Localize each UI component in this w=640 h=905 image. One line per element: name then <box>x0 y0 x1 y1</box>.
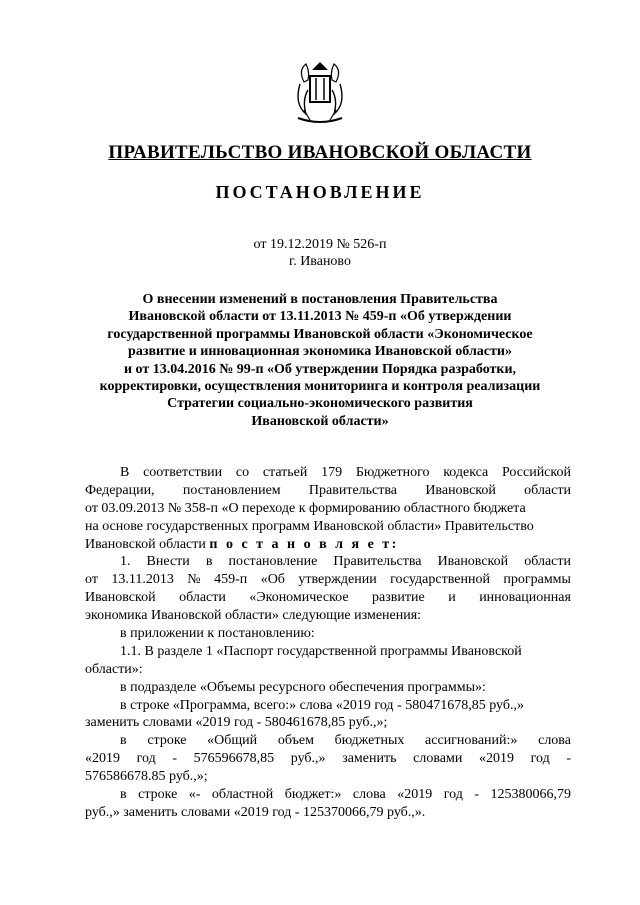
body-word: Бюджетного <box>355 465 430 480</box>
body-line: области»: <box>85 661 143 677</box>
body-line: в строке «Программа, всего:» слова «2019 год - 580471678,85 руб.,» <box>120 697 524 713</box>
body-word: Внести <box>146 554 190 570</box>
title-line: развитие и инновационная экономика Ивановской области» <box>128 344 512 360</box>
body-word: 125380066,79 <box>490 787 571 803</box>
body-word: в <box>120 787 127 803</box>
body-line: в приложении к постановлению: <box>120 626 315 642</box>
body-word: - <box>566 751 571 767</box>
body-line: от 03.09.2013 № 358-п «О переходе к формированию областного бюджета <box>85 500 526 516</box>
body-line: в подразделе «Объемы ресурсного обеспечения программы»: <box>120 679 486 695</box>
body-word: постановлением <box>182 482 281 498</box>
organization-heading: ПРАВИТЕЛЬСТВО ИВАНОВСКОЙ ОБЛАСТИ <box>108 142 532 163</box>
body-word: бюджетных <box>334 733 405 749</box>
body-word: заменить <box>342 751 397 767</box>
body-word: Ивановской <box>437 554 509 570</box>
body-word: строке <box>147 733 187 749</box>
body-line-justified <box>85 464 571 482</box>
body-word: год <box>443 787 463 803</box>
body-line: 1.1. В разделе 1 «Паспорт государственной программы Ивановской <box>120 643 522 659</box>
body-line: экономика Ивановской области» следующие изменения: <box>85 608 422 624</box>
body-word: 459-п <box>214 572 248 588</box>
body-line-justified <box>85 732 571 750</box>
body-word: области <box>524 554 571 570</box>
body-word: кодекса <box>443 465 489 480</box>
body-word: в <box>120 733 127 749</box>
body-word: развитие <box>372 590 425 606</box>
body-word: Ивановской <box>85 590 156 606</box>
body-line: заменить словами «2019 год - 580461678,85 руб.,»; <box>85 715 388 731</box>
body-line-justified <box>85 571 571 589</box>
body-word: Правительства <box>308 482 398 498</box>
body-word: инновационная <box>479 590 571 606</box>
body-word: «2019 <box>397 787 433 803</box>
date-block <box>0 236 640 270</box>
body-word: областной <box>211 787 274 803</box>
resolves-word: п о с т а н о в л я е т: <box>209 536 399 552</box>
title-line: Ивановской области от 13.11.2013 № 459-п «Об утверждении <box>128 309 512 325</box>
body-word: объем <box>277 733 314 749</box>
body-text: Ивановской области <box>85 536 210 552</box>
body-word: «2019 <box>85 751 120 767</box>
body-word: 179 <box>321 465 343 480</box>
body-word: в <box>205 554 213 570</box>
title-line: корректировки, осуществления мониторинга и контроля реализации <box>99 379 541 395</box>
body-word: Ивановской <box>425 482 496 498</box>
body-word: ассигнований:» <box>425 733 518 749</box>
title-line: Ивановской области» <box>251 413 389 429</box>
body-word: строке <box>138 787 178 803</box>
body-word: «Экономическое <box>249 590 349 606</box>
body-line-justified <box>85 482 571 500</box>
body-line-justified <box>85 786 571 804</box>
body-word: «Общий <box>207 733 258 749</box>
city-name: г. Иваново <box>289 254 351 269</box>
body-word: руб.,» <box>290 751 326 767</box>
body-word: Федерации, <box>85 482 155 498</box>
date-number: от 19.12.2019 № 526-п <box>253 237 387 252</box>
body-line-justified <box>85 750 571 768</box>
body-word: соответствии <box>143 465 223 480</box>
body-word: год <box>136 751 156 767</box>
body-word: постановление <box>228 554 318 570</box>
body-word: слова <box>538 733 571 749</box>
body-line: 576586678.85 руб.,»; <box>85 769 208 785</box>
body-word: 13.11.2013 <box>111 572 174 588</box>
body-word: области <box>179 590 226 606</box>
body-word: № <box>187 572 201 588</box>
body-word: год <box>530 751 550 767</box>
title-line: государственной программы Ивановской области «Экономическое <box>107 326 533 342</box>
body-word: области <box>524 482 571 498</box>
body-word: государственной <box>390 572 490 588</box>
body-line: на основе государственных программ Ивановской области» Правительство <box>85 518 534 534</box>
body-word: программы <box>503 572 571 588</box>
coat-of-arms-emblem <box>292 60 348 128</box>
document-title <box>70 291 570 430</box>
body-word: «- <box>188 787 201 803</box>
body-word: «2019 <box>478 751 514 767</box>
document-type-heading: ПОСТАНОВЛЕНИЕ <box>215 182 425 202</box>
body-word: «Об <box>260 572 285 588</box>
body-word: Правительства <box>333 554 422 570</box>
body-word: словами <box>413 751 463 767</box>
body-word: В <box>120 465 130 480</box>
body-word: 576596678,85 <box>193 751 275 767</box>
body-word: Российской <box>501 465 571 480</box>
body-word: утверждении <box>298 572 377 588</box>
body-line: руб.,» заменить словами «2019 год - 125370066,79 руб.,». <box>85 804 426 820</box>
document-body <box>85 464 571 822</box>
body-word: бюджет:» <box>284 787 342 803</box>
body-line <box>85 536 571 554</box>
body-word: - <box>474 787 479 803</box>
body-word: слова <box>352 787 386 803</box>
body-line-justified <box>85 553 571 571</box>
title-line: Стратегии социально-экономического развития <box>167 396 473 412</box>
title-line: О внесении изменений в постановления Правительства <box>142 292 498 307</box>
body-word: статьей <box>262 465 308 480</box>
body-word: и <box>448 590 456 606</box>
body-word: от <box>85 572 98 588</box>
title-line: и от 13.04.2016 № 99-п «Об утверждении Порядка разработки, <box>123 361 517 377</box>
body-line-justified <box>85 589 571 607</box>
body-word: 1. <box>120 554 131 570</box>
body-word: со <box>235 465 250 480</box>
body-word: - <box>172 751 178 767</box>
